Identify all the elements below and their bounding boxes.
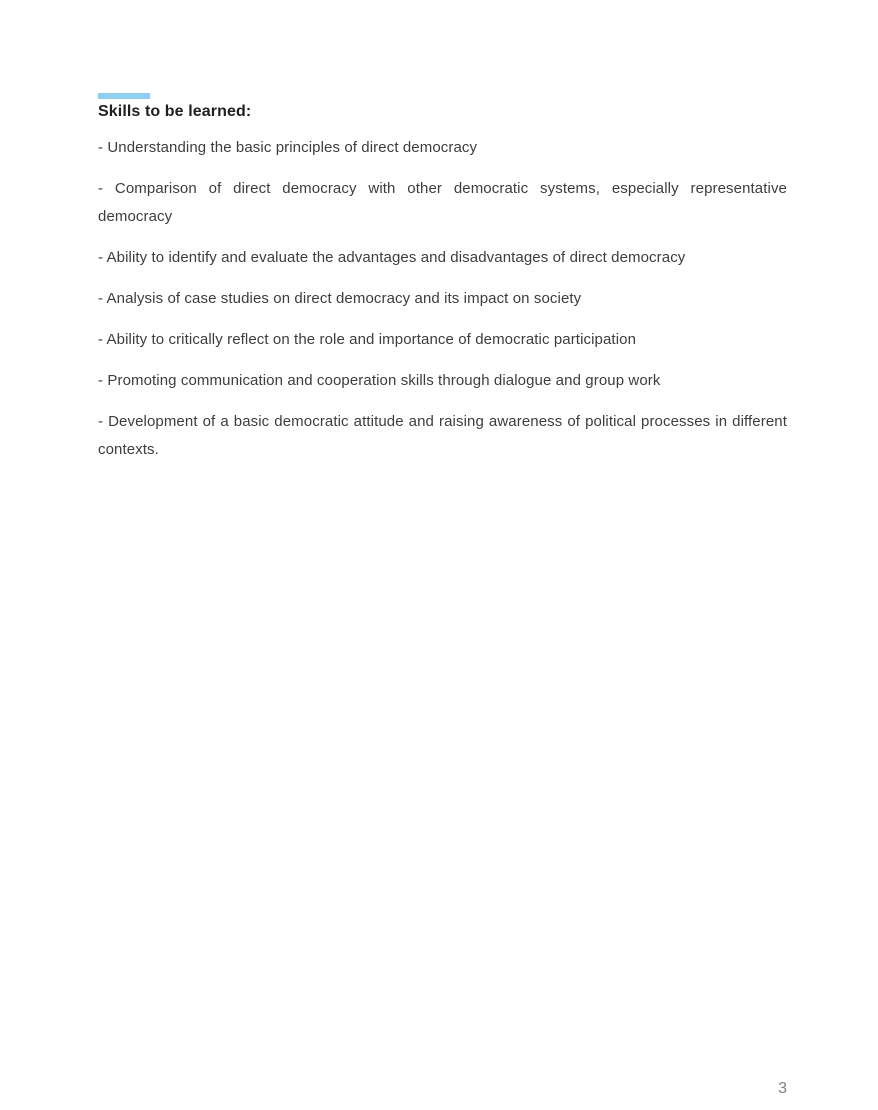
skills-list [98, 134, 787, 464]
accent-bar [98, 93, 150, 99]
skill-item: - Promoting communication and cooperation skills through dialogue and group work [98, 372, 661, 389]
page-number: 3 [778, 1080, 787, 1097]
section-heading: Skills to be learned: [98, 103, 252, 120]
skill-item: - Comparison of direct democracy with other democratic systems, especially representative democracy [98, 180, 787, 225]
skill-item: - Analysis of case studies on direct democracy and its impact on society [98, 290, 582, 307]
page-content [98, 93, 787, 464]
skill-item: - Ability to identify and evaluate the advantages and disadvantages of direct democracy [98, 249, 686, 266]
skill-item: - Ability to critically reflect on the role and importance of democratic participation [98, 331, 637, 348]
skill-item: - Understanding the basic principles of direct democracy [98, 139, 478, 156]
skill-item: - Development of a basic democratic attitude and raising awareness of political processes in different contexts. [98, 413, 787, 458]
